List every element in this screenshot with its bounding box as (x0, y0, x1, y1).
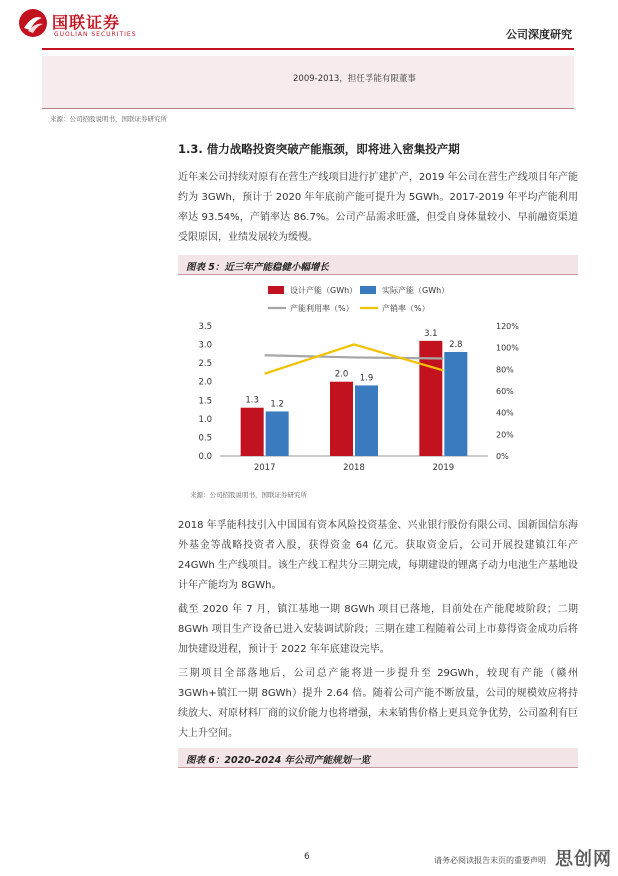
bar-data-label: 2.8 (449, 340, 463, 350)
y-tick-label: 3.5 (198, 322, 212, 332)
bar-data-label: 1.3 (245, 395, 259, 406)
y-tick-label: 0.5 (198, 433, 212, 444)
y-tick-label: 1.0 (198, 414, 212, 425)
y2-tick-label: 20% (496, 430, 514, 440)
paragraph: 2018 年孚能科技引入中国国有资本风险投资基金、兴业银行股份有限公司、国新国信东海外基金等战略投资者入股，获得资金 64 亿元。获取资金后，公司开展投建镇江年产 24GWh 生产线项目。该生产线工程共分三期完成，每期建设的锂离子动力电池生产基地设计年产能均为 8GWh。 (178, 520, 578, 591)
header-divider (42, 48, 574, 50)
table-row: 2009-2013，担任孚能有限董事 (293, 74, 416, 84)
y2-tick-label: 80% (496, 365, 514, 375)
legend-label: 产能利用率（%） (290, 304, 354, 313)
guolian-logo-icon (18, 8, 48, 38)
site-watermark: 思创网 (555, 849, 612, 870)
legend-label: 设计产能（GWh） (290, 286, 358, 295)
y-tick-label: 2.5 (198, 359, 212, 370)
legend-label: 产销率（%） (382, 304, 430, 313)
bar (330, 382, 353, 456)
y2-tick-label: 120% (496, 322, 519, 331)
page-number: 6 (304, 852, 310, 862)
x-tick-label: 2018 (343, 463, 365, 473)
legend-swatch (268, 286, 284, 294)
page-header (0, 0, 618, 52)
y2-tick-label: 100% (496, 343, 519, 353)
bar (355, 385, 378, 456)
series-line (265, 355, 444, 358)
capacity-chart (178, 280, 578, 480)
x-tick-label: 2019 (432, 463, 455, 473)
brand-name-en: GUOLIAN SECURITIES (54, 31, 137, 38)
section-title: 1.3. 借力战略投资突破产能瓶颈，即将进入密集投产期 (178, 142, 460, 156)
bar-data-label: 2.0 (334, 369, 349, 380)
report-type: 公司深度研究 (506, 28, 572, 41)
bar-data-label: 3.1 (424, 328, 438, 339)
figure-title-bar (178, 255, 578, 275)
x-tick-label: 2017 (253, 463, 276, 473)
figure-source: 来源：公司招股说明书，国联证券研究所 (190, 491, 307, 499)
y-tick-label: 1.5 (198, 396, 212, 407)
paragraph: 三期项目全部落地后，公司总产能将进一步提升至 29GWh，较现有产能（赣州 3GWh+镇江一期 8GWh）提升 2.64 倍。随着公司产能不断放量，公司的规模效应将持续放大、对原材料厂商的议价能力也将增强，未来销售价格上更具竞争优势，公司盈利有巨大上升空间。 (178, 668, 578, 739)
y2-tick-label: 60% (496, 387, 514, 396)
y-tick-label: 3.0 (198, 340, 212, 351)
bar (241, 408, 264, 456)
y-tick-label: 0.0 (198, 452, 212, 462)
brand-name: 国联证券 (52, 13, 121, 32)
table-source: 来源：公司招股说明书，国联证券研究所 (50, 115, 167, 123)
bar (266, 411, 289, 456)
bar-data-label: 1.9 (359, 373, 374, 384)
table-divider (42, 108, 574, 109)
legend-label: 实际产能（GWh） (382, 286, 450, 295)
figure-title: 图表 5：近三年产能稳健小幅增长 (186, 262, 329, 273)
y2-tick-label: 40% (496, 408, 514, 418)
figure-title: 图表 6：2020-2024 年公司产能规划一览 (186, 755, 371, 766)
paragraph: 近年来公司持续对原有在营生产线项目进行扩建扩产，2019 年公司在营生产线项目年产能约为 3GWh，预计于 2020 年年底前产能可提升为 5GWh。2017-2019 年平均产能利用率达 93.54%，产销率达 86.7%。公司产品需求旺盛，但受自身体量较小、早前融资渠道受限原因，业绩发展较为缓慢。 (178, 172, 578, 243)
bar-data-label: 1.2 (270, 399, 284, 410)
legend-swatch (360, 286, 376, 294)
figure-title-bar (178, 748, 578, 768)
y-tick-label: 2.0 (198, 377, 212, 388)
paragraph: 截至 2020 年 7 月，镇江基地一期 8GWh 项目已落地，目前处在产能爬坡阶段；二期 8GWh 项目生产设备已进入安装调试阶段；三期在建工程随着公司上市募得资金成功后将加快建设进程，预计于 2022 年年底建设完毕。 (178, 604, 578, 655)
bar (444, 352, 467, 456)
y2-tick-label: 0% (496, 452, 509, 461)
disclaimer-note: 请务必阅读报告末页的重要声明 (434, 856, 546, 865)
